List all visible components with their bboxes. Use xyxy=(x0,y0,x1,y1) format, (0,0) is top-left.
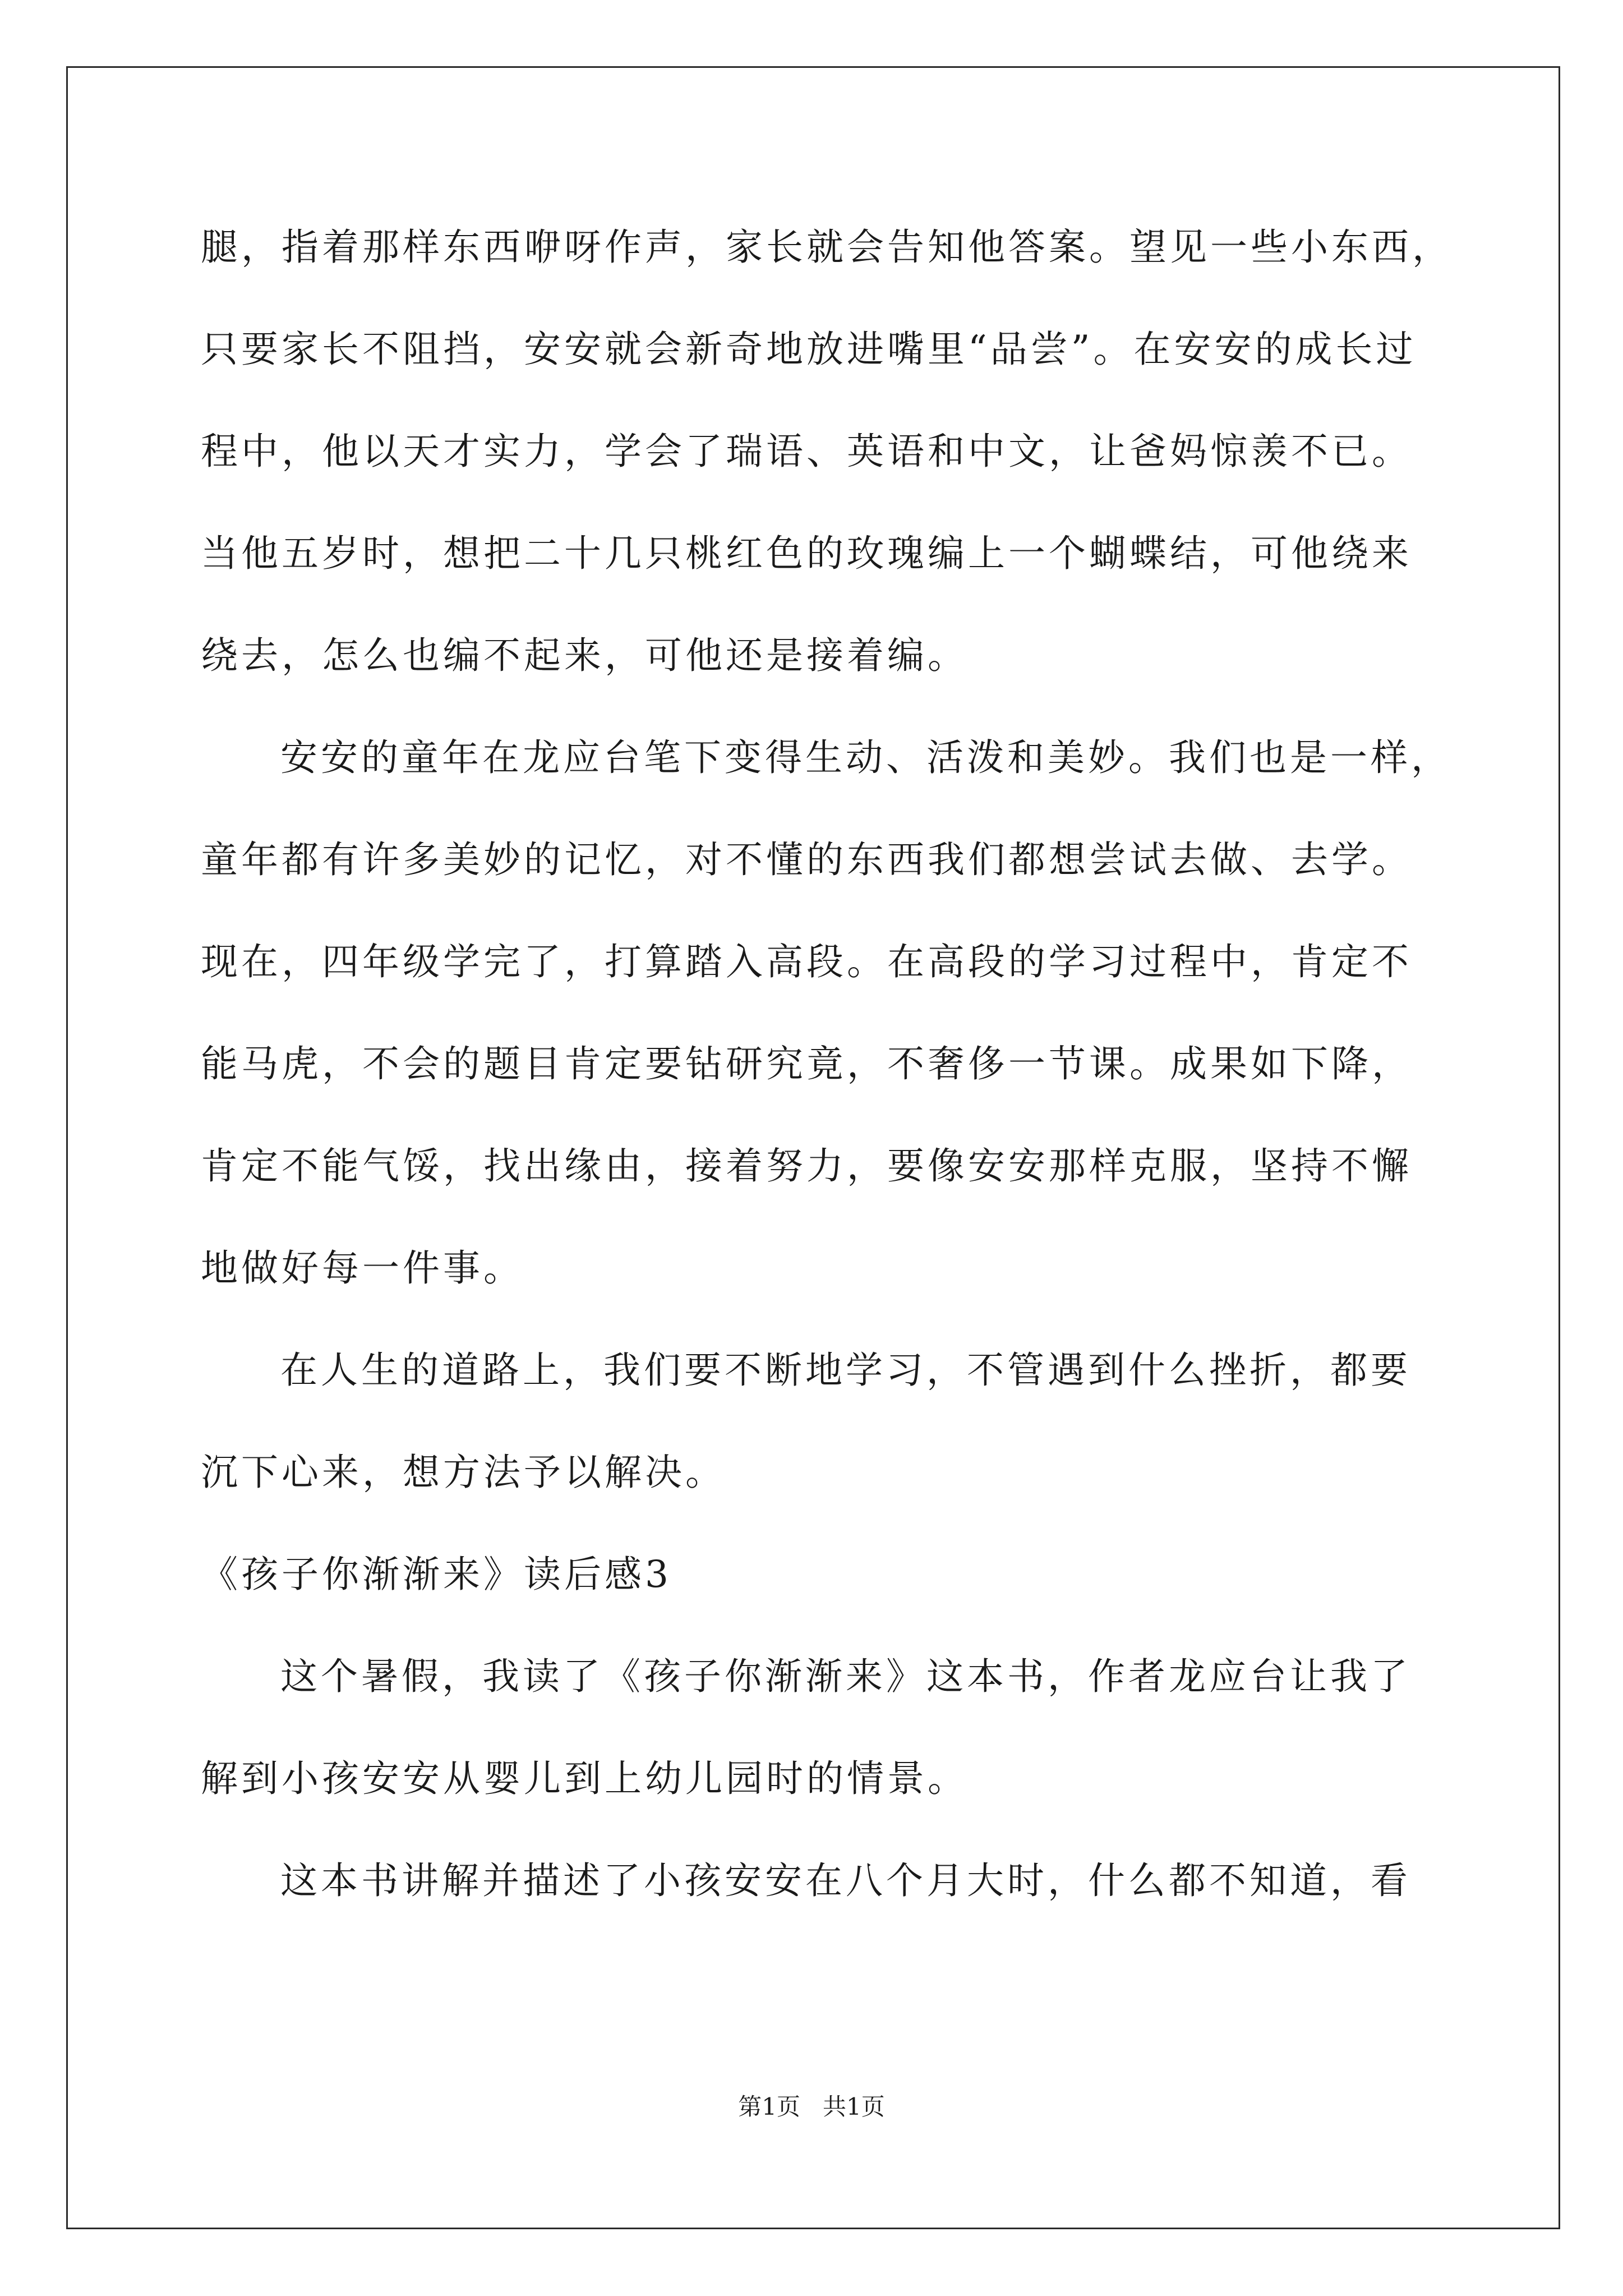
section-heading: 《孩子你渐渐来》读后感3 xyxy=(201,1553,672,1596)
paragraph-first-line: 安安的童年在龙应台笔下变得生动、活泼和美妙。我们也是一样， xyxy=(280,736,1451,779)
body-text-line: 腿，指着那样东西咿呀作声，家长就会告知他答案。望见一些小东西， xyxy=(201,226,1453,269)
body-text-line: 现在，四年级学完了，打算踏入高段。在高段的学习过程中，肯定不 xyxy=(201,940,1412,983)
body-text-line: 沉下心来，想方法予以解决。 xyxy=(201,1451,726,1494)
body-text-line: 地做好每一件事。 xyxy=(201,1246,524,1290)
page-number-footer: 第1页 共1页 xyxy=(738,2093,885,2120)
body-text-line: 解到小孩安安从婴儿到上幼儿园时的情景。 xyxy=(201,1757,968,1800)
body-text-line: 绕去，怎么也编不起来，可他还是接着编。 xyxy=(201,634,968,677)
body-text-line: 童年都有许多美妙的记忆，对不懂的东西我们都想尝试去做、去学。 xyxy=(201,838,1412,881)
body-text-line: 肯定不能气馁，找出缘由，接着努力，要像安安那样克服，坚持不懈 xyxy=(201,1144,1412,1188)
paragraph-first-line: 这个暑假，我读了《孩子你渐渐来》这本书，作者龙应台让我了 xyxy=(280,1655,1411,1698)
paragraph-first-line: 在人生的道路上，我们要不断地学习，不管遇到什么挫折，都要 xyxy=(280,1349,1411,1392)
body-text-line: 只要家长不阻挡，安安就会新奇地放进嘴里“品尝”。在安安的成长过 xyxy=(201,328,1417,371)
paragraph-first-line: 这本书讲解并描述了小孩安安在八个月大时，什么都不知道，看 xyxy=(280,1859,1411,1902)
body-text-line: 当他五岁时，想把二十几只桃红色的玫瑰编上一个蝴蝶结，可他绕来 xyxy=(201,532,1412,575)
body-text-line: 程中，他以天才实力，学会了瑞语、英语和中文，让爸妈惊羡不已。 xyxy=(201,430,1412,473)
body-text-line: 能马虎，不会的题目肯定要钻研究竟，不奢侈一节课。成果如下降， xyxy=(201,1042,1412,1085)
